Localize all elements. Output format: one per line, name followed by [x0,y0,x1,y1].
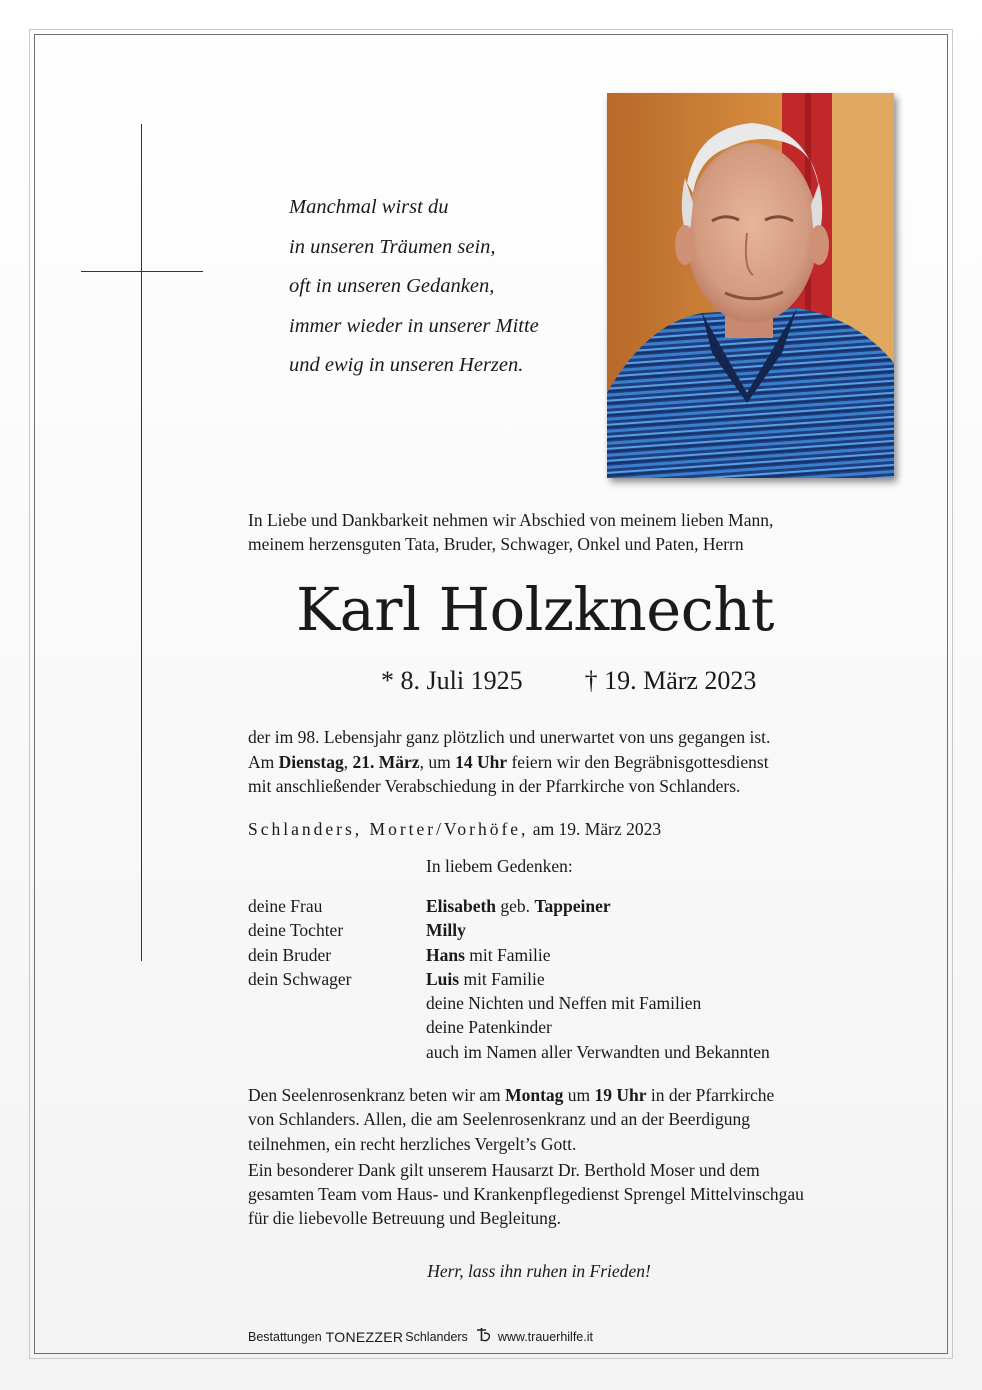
mourner-name [426,967,545,991]
deceased-name: Karl Holzknecht [296,575,774,644]
closing-prayer: Herr, lass ihn ruhen in Frieden! [427,1261,651,1281]
mourner-row [248,943,770,967]
mourner-row [248,1015,770,1039]
service-date: 21. März [352,751,420,772]
footer [248,1327,593,1346]
mourners-list [248,894,770,1064]
service-time: 14 Uhr [455,751,508,772]
service-day: Dienstag [278,751,344,772]
announcement [248,725,770,799]
text-span: feiern wir den Begräbnisgottesdienst [507,751,769,772]
life-dates [381,666,756,696]
poem-line: immer wieder in unserer Mitte [289,314,539,337]
place: Schlanders, Morter/Vorhöfe, [248,819,529,839]
cross-icon-vertical [141,124,142,961]
text-span: geb. [496,896,535,916]
mourner-row [248,894,770,918]
place-date [248,819,661,840]
thanks-line: Ein besonderer Dank gilt unserem Hausarzt Dr. Berthold Moser und dem [248,1159,760,1180]
poem-line: in unseren Träumen sein, [289,235,496,258]
mourner-relation [248,1040,426,1064]
poem-line: und ewig in unseren Herzen. [289,354,524,376]
text-span: Milly [426,920,466,941]
mourner-name [426,943,550,967]
closing-text [248,1083,804,1231]
rosary-time: 19 Uhr [594,1085,647,1105]
rosary-line [248,1083,804,1107]
text-span: Tappeiner [534,896,611,916]
text-span: auch im Namen aller Verwandten und Bekannten [426,1041,770,1062]
death-date: † 19. März 2023 [584,666,757,695]
mourner-relation: dein Schwager [248,968,352,989]
text-span: in der Pfarrkirche [646,1085,775,1105]
funeral-home-brand: TONEZZER [325,1328,404,1345]
poem-line: Manchmal wirst du [289,196,449,218]
gedenken-heading: In liebem Gedenken: [426,856,573,876]
footer-town: Schlanders [405,1329,468,1344]
portrait-photo [607,93,894,478]
website-link[interactable]: www.trauerhilfe.it [497,1329,593,1344]
announcement-line [248,750,770,775]
announcement-line: mit anschließender Verabschiedung in der Pfarrkirche von Schlanders. [248,776,741,796]
mourner-name [426,1015,552,1039]
poem [289,188,539,386]
rosary-line: von Schlanders. Allen, die am Seelenrosenkranz und an der Beerdigung [248,1109,751,1130]
mourner-row [248,967,770,991]
mourner-name [426,1040,770,1064]
cross-icon-horizontal [81,271,203,272]
mourner-row [248,918,770,942]
mourner-relation: deine Frau [248,896,323,916]
mourner-name [426,918,466,942]
mourner-relation [248,1015,426,1039]
text-span: Luis [426,968,460,989]
mourner-name [426,991,701,1015]
mourner-row [248,991,770,1015]
text-span: deine Nichten und Neffen mit Familien [426,993,702,1014]
intro-line: meinem herzensguten Tata, Bruder, Schwager, Onkel und Paten, Herrn [248,534,744,554]
mourner-relation [248,991,426,1015]
birth-date: * 8. Juli 1925 [381,666,523,695]
footer-prefix: Bestattungen [248,1329,322,1344]
trauerhilfe-logo-icon [474,1327,492,1346]
mourner-name [426,894,611,918]
text-span: Den Seelenrosenkranz beten wir am [248,1085,506,1105]
mourner-row [248,1040,770,1064]
intro-line: In Liebe und Dankbarkeit nehmen wir Abschied von meinem lieben Mann, [248,510,774,530]
announcement-line: der im 98. Lebensjahr ganz plötzlich und unerwartet von uns gegangen ist. [248,727,771,747]
text-span: Hans [426,944,465,965]
text-span: deine Patenkinder [426,1017,552,1038]
text-span: , [343,751,353,772]
intro-text [248,508,773,556]
text-span: Elisabeth [426,896,497,916]
text-span: , um [419,751,456,772]
text-span: um [563,1085,595,1105]
poem-line: oft in unseren Gedanken, [289,275,495,297]
mourner-relation: deine Tochter [248,920,344,941]
rosary-day: Montag [505,1085,564,1105]
thanks-line: für die liebevolle Betreuung und Begleitung. [248,1208,561,1229]
mourner-relation: dein Bruder [248,944,332,965]
thanks-line: gesamten Team vom Haus- und Krankenpflegedienst Sprengel Mittelvinschgau [248,1184,804,1205]
text-span: mit Familie [464,944,551,965]
rosary-line: teilnehmen, ein recht herzliches Vergelt’s Gott. [248,1133,577,1154]
text-span: mit Familie [459,968,545,989]
date: am 19. März 2023 [532,819,662,839]
text-span: Am [248,751,279,772]
